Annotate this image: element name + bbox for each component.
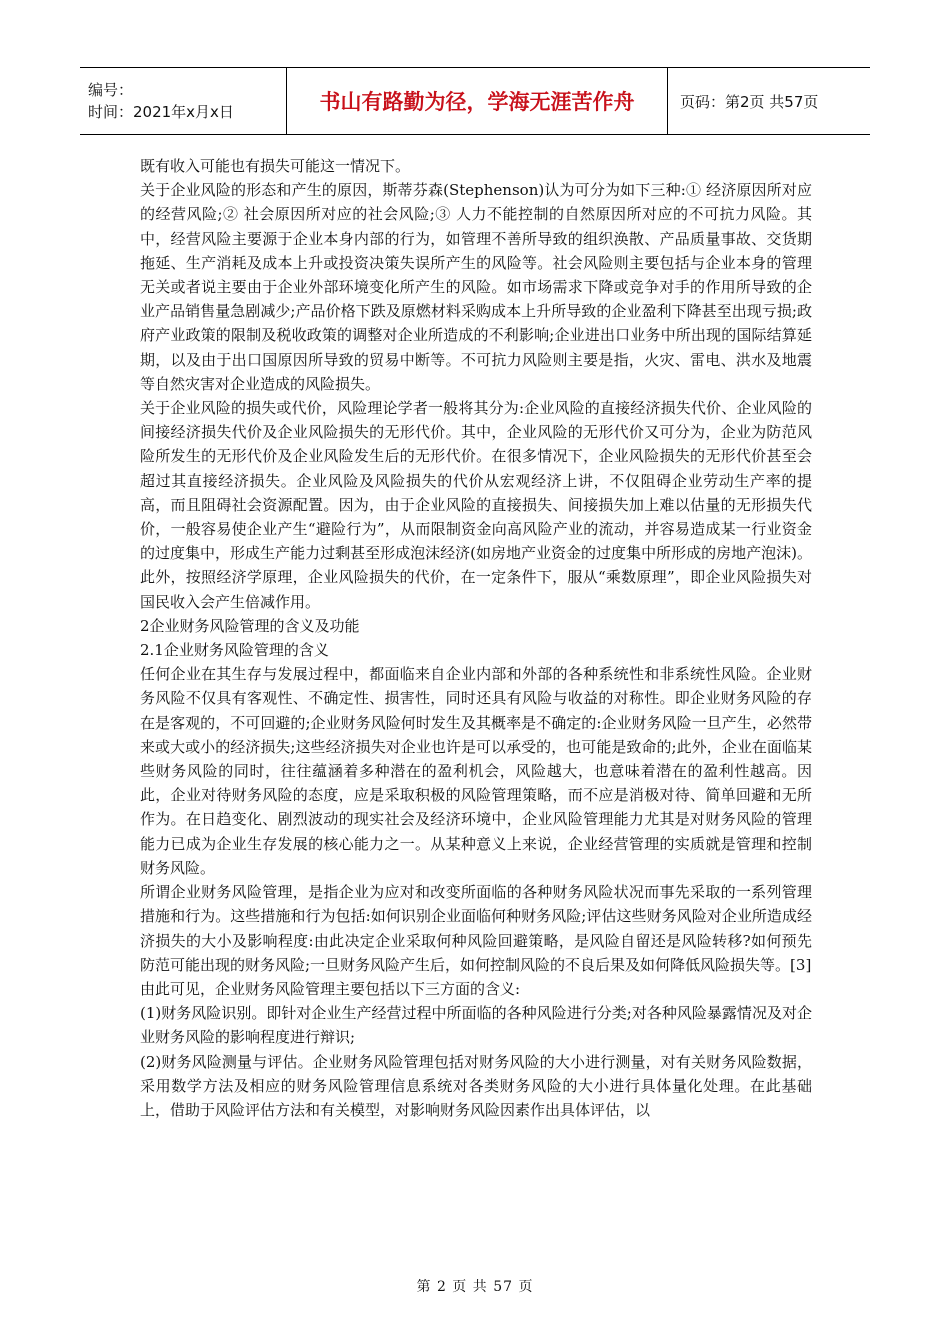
list-item: (1)财务风险识别。即针对企业生产经营过程中所面临的各种风险进行分类;对各种风险暴露情况及对企业财务风险的影响程度进行辩识;	[140, 1004, 812, 1047]
page-header	[80, 67, 870, 135]
document-body	[140, 154, 812, 1122]
subsection-heading: 2.1企业财务风险管理的含义	[140, 641, 329, 660]
document-date: 时间：2021年x月x日	[88, 103, 234, 121]
list-item: (2)财务风险测量与评估。企业财务风险管理包括对财务风险的大小进行测量，对有关财务风险数据，采用数学方法及相应的财务风险管理信息系统对各类财务风险的大小进行具体量化处理。在此基础上，借助于风险评估方法和有关模型，对影响财务风险因素作出具体评估，以	[140, 1052, 812, 1119]
paragraph: 关于企业风险的损失或代价，风险理论学者一般将其分为:企业风险的直接经济损失代价、企业风险的间接经济损失代价及企业风险损失的无形代价。其中，企业风险的无形代价又可分为，企业为防范风险所发生的无形代价及企业风险发生后的无形代价。在很多情况下，企业风险损失的无形代价甚至会超过其直接经济损失。企业风险及风险损失的代价从宏观经济上讲，不仅阻碍企业劳动生产率的提高，而且阻碍社会资源配置。因为，由于企业风险的直接损失、间接损失加上难以估量的无形损失代价，一般容易使企业产生“避险行为”，从而限制资金向高风险产业的流动，并容易造成某一行业资金的过度集中，形成生产能力过剩甚至形成泡沫经济(如房地产业资金的过度集中所形成的房地产泡沫)。此外，按照经济学原理，企业风险损失的代价，在一定条件下，服从“乘数原理”，即企业风险损失对国民收入会产生倍减作用。	[140, 399, 812, 611]
header-page-info: 页码：第2页 共57页	[680, 92, 819, 111]
document-number-label: 编号：	[88, 81, 134, 99]
paragraph: 既有收入可能也有损失可能这一情况下。	[140, 157, 411, 175]
section-heading: 2企业财务风险管理的含义及功能	[140, 616, 360, 635]
paragraph: 关于企业风险的形态和产生的原因，斯蒂芬森(Stephenson)认为可分为如下三种:① 经济原因所对应的经营风险;② 社会原因所对应的社会风险;③ 人力不能控制的自然原因所对应的不可抗力风险。其中，经营风险主要源于企业本身内部的行为，如管理不善所导致的组织涣散、产品质量事故、交货期拖延、生产消耗及成本上升或投资决策失误所产生的风险等。社会风险则主要包括与企业本身的管理无关或者说主要由于企业外部环境变化所产生的风险。如市场需求下降或竞争对手的作用所导致的企业产品销售量急剧减少;产品价格下跌及原燃材料采购成本上升所导致的企业盈利下降甚至出现亏损;政府产业政策的限制及税收政策的调整对企业所造成的不利影响;企业进出口业务中所出现的国际结算延期，以及由于出口国原因所导致的贸易中断等。不可抗力风险则主要是指，火灾、雷电、洪水及地震等自然灾害对企业造成的风险损失。	[140, 181, 812, 393]
header-left-cell	[80, 68, 287, 135]
header-motto: 书山有路勤为径，学海无涯苦作舟	[287, 68, 668, 135]
page-footer: 第 2 页 共 57 页	[416, 1279, 534, 1295]
paragraph: 由此可见，企业财务风险管理主要包括以下三方面的含义:	[140, 979, 521, 998]
paragraph: 任何企业在其生存与发展过程中，都面临来自企业内部和外部的各种系统性和非系统性风险。企业财务风险不仅具有客观性、不确定性、损害性，同时还具有风险与收益的对称性。即企业财务风险的存在是客观的，不可回避的;企业财务风险何时发生及其概率是不确定的:企业财务风险一旦产生，必然带来或大或小的经济损失;这些经济损失对企业也许是可以承受的，也可能是致命的;此外，企业在面临某些财务风险的同时，往往蕴涵着多种潜在的盈利机会，风险越大，也意味着潜在的盈利性越高。因此，企业对待财务风险的态度，应是采取积极的风险管理策略，而不应是消极对待、简单回避和无所作为。在日趋变化、剧烈波动的现实社会及经济环境中，企业风险管理能力尤其是对财务风险的管理能力已成为企业生存发展的核心能力之一。从某种意义上来说，企业经营管理的实质就是管理和控制财务风险。	[140, 665, 812, 877]
paragraph: 所谓企业财务风险管理，是指企业为应对和改变所面临的各种财务风险状况而事先采取的一系列管理措施和行为。这些措施和行为包括:如何识别企业面临何种财务风险;评估这些财务风险对企业所造成经济损失的大小及影响程度:由此决定企业采取何种风险回避策略，是风险自留还是风险转移?如何预先防范可能出现的财务风险;一旦财务风险产生后，如何控制风险的不良后果及如何降低风险损失等。[3]	[140, 883, 812, 974]
